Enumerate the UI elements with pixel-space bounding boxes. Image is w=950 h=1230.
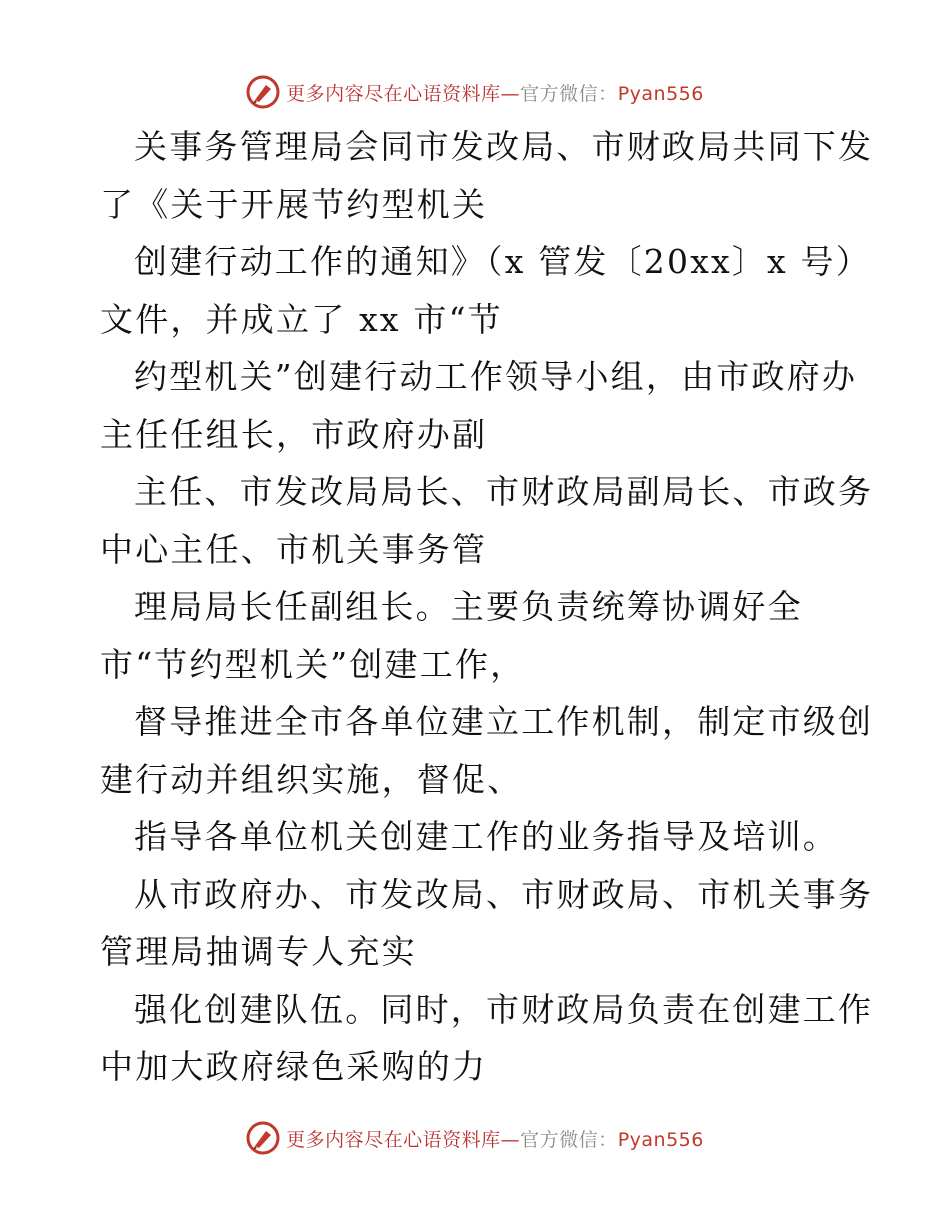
body-line: 指导各单位机关创建工作的业务指导及培训。 [134, 817, 838, 856]
pen-nib-logo-icon [246, 75, 280, 109]
footer-banner-text [286, 1125, 704, 1152]
header-wechat-label: 官方微信： [520, 82, 618, 105]
pen-nib-logo-icon [246, 1121, 280, 1155]
body-line: 关事务管理局会同市发改局、市财政局共同下发 [134, 127, 874, 166]
footer-site-name: 更多内容尽在心语资料库 [286, 1128, 501, 1151]
body-line: 强化创建队伍。同时，市财政局负责在创建工作 [134, 989, 874, 1029]
body-line: 从市政府办、市发改局、市财政局、市机关事务 [134, 874, 874, 914]
body-text [100, 118, 874, 1096]
header-banner-text [286, 79, 704, 106]
footer-wechat-id: Pyan556 [617, 1128, 704, 1151]
body-line: 管理局抽调专人充实 [100, 932, 417, 971]
body-line: 主任任组长，市政府办副 [100, 414, 488, 454]
header-wechat-id: Pyan556 [617, 82, 704, 105]
body-line: 文件，并成立了 xx 市“节 [100, 299, 503, 339]
body-line: 创建行动工作的通知》（x 管发〔20xx〕x 号） [134, 242, 871, 281]
body-line: 建行动并组织实施，督促、 [100, 759, 523, 799]
body-line: 市“节约型机关”创建工作， [100, 644, 526, 684]
header-banner [0, 72, 950, 112]
footer-dash: — [500, 1128, 521, 1151]
header-site-name: 更多内容尽在心语资料库 [286, 82, 501, 105]
body-line: 督导推进全市各单位建立工作机制，制定市级创 [134, 702, 874, 741]
footer-wechat-label: 官方微信： [520, 1128, 618, 1151]
header-dash: — [500, 82, 521, 105]
body-line: 中加大政府绿色采购的力 [100, 1047, 488, 1086]
body-line: 主任、市发改局局长、市财政局副局长、市政务 [134, 472, 874, 511]
body-line: 约型机关”创建行动工作领导小组，由市政府办 [134, 357, 858, 396]
body-line: 中心主任、市机关事务管 [100, 529, 488, 569]
body-line: 了《关于开展节约型机关 [100, 184, 488, 224]
body-line: 理局局长任副组长。主要负责统筹协调好全 [134, 587, 803, 626]
footer-banner [0, 1118, 950, 1158]
